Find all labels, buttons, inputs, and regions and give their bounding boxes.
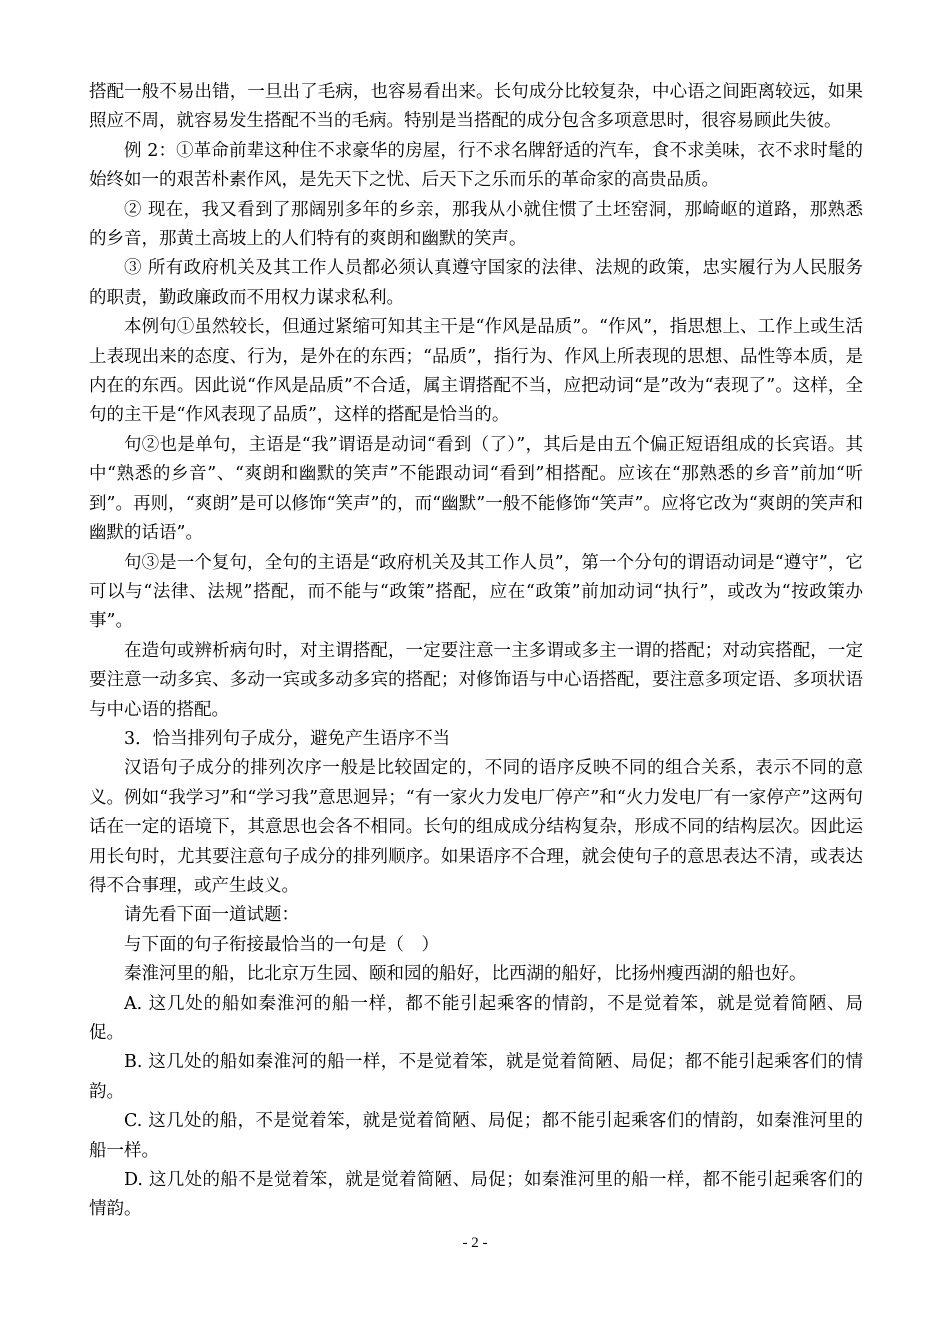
paragraph-analysis-3: 句③是一个复句，全句的主语是“政府机关及其工作人员”，第一个分句的谓语动词是“遵守”，它可以与“法律、法规”搭配，而不能与“政策”搭配，应在“政策”前加动词“执行”，或改为“按政策办事”。	[89, 552, 863, 632]
section-heading-3: 3．恰当排列句子成分，避免产生语序不当	[124, 728, 451, 749]
paragraph-analysis-1: 本例句①虽然较长，但通过紧缩可知其主干是“作风是品质”。“作风”，指思想上、工作上或生活上表现出来的态度、行为，是外在的东西；“品质”，指行为、作风上所表现的思想、品性等本质，是内在的东西。因此说“作风是品质”不合适，属主谓搭配不当，应把动词“是”改为“表现了”。这样，全句的主干是“作风表现了品质”，这样的搭配是恰当的。	[89, 317, 863, 426]
paragraph-example-2: 例 2：①革命前辈这种住不求豪华的房屋，行不求名牌舒适的汽车，食不求美味，衣不求时髦的始终如一的艰苦朴素作风，是先天下之忧、后天下之乐而乐的革命家的高贵品质。	[89, 140, 863, 191]
page-number: - 2 -	[462, 1235, 488, 1251]
paragraph-prompt: 请先看下面一道试题：	[124, 905, 299, 926]
option-b: B. 这几处的船如秦淮河的船一样，不是觉着笨，就是觉着简陋、局促；都不能引起乘客们的情韵。	[89, 1052, 863, 1102]
paragraph-example-2-item-2: ② 现在，我又看到了那阔别多年的乡亲，那我从小就住惯了土坯窑洞，那崎岖的道路，那熟悉的乡音，那黄土高坡上的人们特有的爽朗和幽默的笑声。	[89, 199, 863, 250]
question-stem: 与下面的句子衔接最恰当的一句是（ ）	[124, 934, 439, 955]
body-text	[89, 78, 863, 1225]
paragraph-intro: 搭配一般不易出错，一旦出了毛病，也容易看出来。长句成分比较复杂，中心语之间距离较远，如果照应不周，就容易发生搭配不当的毛病。特别是当搭配的成分包含多项意思时，很容易顾此失彼。	[89, 82, 863, 132]
question-sentence: 秦淮河里的船，比北京万生园、颐和园的船好，比西湖的船好，比扬州瘦西湖的船也好。	[124, 964, 807, 985]
paragraph-word-order: 汉语句子成分的排列次序一般是比较固定的，不同的语序反映不同的组合关系，表示不同的意义。例如“我学习”和“学习我”意思迥异；“有一家火力发电厂停产”和“火力发电厂有一家停产”这两句话在一定的语境下，其意思也会各不相同。长句的组成成分结构复杂，形成不同的结构层次。因此运用长句时，尤其要注意句子成分的排列顺序。如果语序不合理，就会使句子的意思表达不清，或表达得不合事理，或产生歧义。	[89, 758, 863, 896]
option-d: D. 这几处的船不是觉着笨，就是觉着简陋、局促；如秦淮河里的船一样，都不能引起乘客们的情韵。	[89, 1170, 863, 1220]
option-c: C. 这几处的船，不是觉着笨，就是觉着简陋、局促；都不能引起乘客们的情韵，如秦淮河里的船一样。	[89, 1111, 863, 1161]
paragraph-example-2-item-3: ③ 所有政府机关及其工作人员都必须认真遵守国家的法律、法规的政策，忠实履行为人民服务的职责，勤政廉政而不用权力谋求私利。	[89, 258, 863, 308]
paragraph-summary: 在造句或辨析病句时，对主谓搭配，一定要注意一主多谓或多主一谓的搭配；对动宾搭配，一定要注意一动多宾、多动一宾或多动多宾的搭配；对修饰语与中心语搭配，要注意多项定语、多项状语与中心语的搭配。	[89, 640, 863, 720]
paragraph-analysis-2: 句②也是单句，主语是“我”谓语是动词“看到（了）”，其后是由五个偏正短语组成的长宾语。其中“熟悉的乡音”、“爽朗和幽默的笑声”不能跟动词“看到”相搭配。应该在“那熟悉的乡音”前加“听到”。再则，“爽朗”是可以修饰“笑声”的，而“幽默”一般不能修饰“笑声”。应将它改为“爽朗的笑声和幽默的话语”。	[89, 434, 863, 544]
option-a: A. 这几处的船如秦淮河的船一样，都不能引起乘客的情韵，不是觉着笨，就是觉着简陋、局促。	[89, 993, 863, 1043]
